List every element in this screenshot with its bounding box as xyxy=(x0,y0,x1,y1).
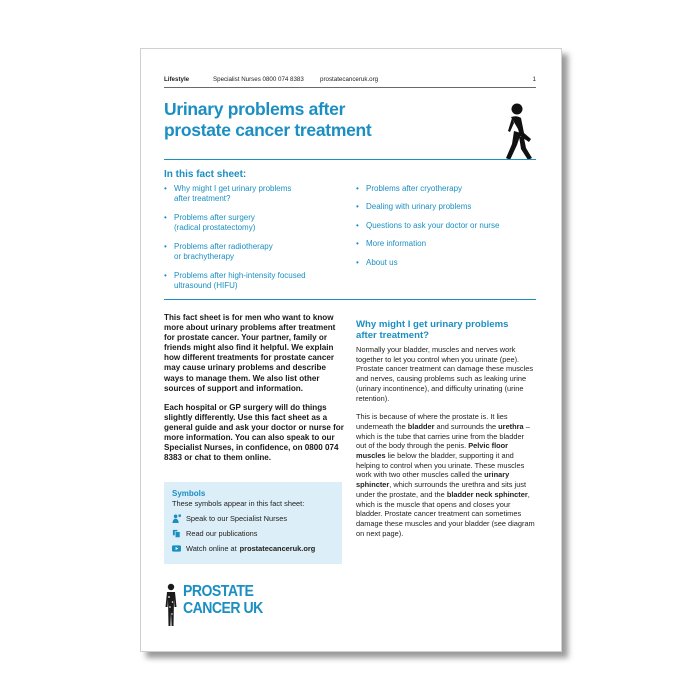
fact-sheet-page xyxy=(140,48,562,652)
title-divider xyxy=(164,159,536,160)
term-bladder: bladder xyxy=(407,421,435,431)
toc-item-line: • Why might I get urinary problems xyxy=(174,184,292,193)
text-run: and surrounds the xyxy=(434,421,499,431)
logo-line-2: CANCER UK xyxy=(183,600,263,617)
intro-text xyxy=(164,313,344,472)
symbol-watch-site[interactable]: prostatecanceruk.org xyxy=(239,544,316,553)
term-urinary-sphincter: urinary sphincter xyxy=(356,470,510,490)
title-line-1: Urinary problems after xyxy=(164,99,346,119)
nurse-speak-icon xyxy=(172,514,181,523)
symbol-speak-label: Speak to our Specialist Nurses xyxy=(186,514,288,523)
term-urethra: urethra xyxy=(498,421,524,431)
header-website[interactable]: prostatecanceruk.org xyxy=(320,76,379,83)
toc-item[interactable]: • About us xyxy=(356,258,536,268)
section-body xyxy=(356,345,536,538)
header-nurses-phone: Specialist Nurses 0800 074 8383 xyxy=(213,76,304,83)
symbols-subtitle: These symbols appear in this fact sheet: xyxy=(172,499,305,508)
symbol-watch-label: Watch online at xyxy=(186,544,237,553)
publications-icon xyxy=(172,529,181,538)
toc-item-line: ultrasound (HIFU) xyxy=(174,281,238,290)
toc-item-line: after treatment? xyxy=(174,194,231,203)
text-run: This is because of where the prostate is. It lies underneath the xyxy=(356,412,508,431)
symbols-box xyxy=(164,482,342,564)
symbol-row-read xyxy=(172,526,334,541)
section-paragraph: Normally your bladder, muscles and nerves work together to let you control when you urinate (pee). Prostate cancer treatment can damage these muscles and nerves, causing problems such as leaking urine (urinary incontinence), and difficulty urinating (urine retention). xyxy=(356,345,534,403)
text-run: – which is the tube that carries urine from the bladder out of the body through the penis. xyxy=(356,421,530,451)
toc-item-line: • Problems after radiotherapy xyxy=(174,242,273,251)
term-bladder-neck: bladder neck sphincter xyxy=(446,489,528,499)
toc-item-line: • Problems after high-intensity focused xyxy=(174,271,306,280)
intro-paragraph: Each hospital or GP surgery will do things slightly differently. Use this fact sheet as a general guide and ask your doctor or nurse for more information. You can also speak to our Specialist Nurses, in confidence, on 0800 074 8383 or chat to them online. xyxy=(164,402,344,463)
toc-item[interactable] xyxy=(164,213,344,233)
toc-item[interactable] xyxy=(164,184,344,204)
section-paragraph xyxy=(356,412,536,538)
section-heading xyxy=(356,319,536,341)
prostate-cancer-uk-logo xyxy=(164,579,284,629)
toc-right-list xyxy=(356,184,536,276)
header-divider xyxy=(164,87,536,88)
toc-divider xyxy=(164,299,536,300)
term-pelvic-floor: Pelvic floor muscles xyxy=(356,441,509,461)
symbols-heading: Symbols xyxy=(172,489,206,498)
section-heading-line: Why might I get urinary problems xyxy=(356,319,509,330)
main-section xyxy=(356,319,536,547)
video-play-icon xyxy=(172,544,181,553)
toc-item[interactable] xyxy=(164,271,344,291)
toc-item-line: (radical prostatectomy) xyxy=(174,223,256,232)
toc-item[interactable]: • More information xyxy=(356,239,536,249)
toc-item[interactable] xyxy=(164,242,344,262)
toc-item[interactable]: • Questions to ask your doctor or nurse xyxy=(356,221,536,231)
walking-man-icon xyxy=(495,103,539,161)
page-title xyxy=(164,99,444,141)
text-run: , which surrounds the urethra and sits just under the prostate, and the xyxy=(356,480,527,499)
symbol-row-speak xyxy=(172,511,334,526)
toc-heading: In this fact sheet: xyxy=(164,169,247,180)
logo-wordmark xyxy=(183,583,263,617)
toc-item[interactable]: • Problems after cryotherapy xyxy=(356,184,536,194)
header-category: Lifestyle xyxy=(164,76,190,83)
symbol-read-label: Read our publications xyxy=(186,529,258,538)
intro-paragraph: This fact sheet is for men who want to know more about urinary problems after treatment for prostate cancer. Your partner, family or friends might also find it helpful. We explain how different treatments for prostate cancer may cause urinary problems and describe ways to manage them. We also list other sources of support and information. xyxy=(164,313,336,393)
toc-item-line: • Problems after surgery xyxy=(174,213,255,222)
text-run: lie below the bladder, supporting it and helping to control when you urinate. These muscles work with two other muscles called the xyxy=(356,451,525,480)
text-run: , which is the muscle that opens and closes your bladder. Prostate cancer treatment can sometimes damage these muscles and your bladder (see diagram on next page). xyxy=(356,489,535,538)
logo-man-icon xyxy=(164,583,178,627)
title-line-2: prostate cancer treatment xyxy=(164,120,372,140)
toc-item[interactable]: • Dealing with urinary problems xyxy=(356,202,536,212)
logo-line-1: PROSTATE xyxy=(183,583,254,600)
toc-item-line: or brachytherapy xyxy=(174,252,235,261)
section-heading-line: after treatment? xyxy=(356,330,430,341)
toc-left-list xyxy=(164,184,344,300)
symbol-row-watch xyxy=(172,541,334,556)
header-page-number: 1 xyxy=(532,76,536,83)
